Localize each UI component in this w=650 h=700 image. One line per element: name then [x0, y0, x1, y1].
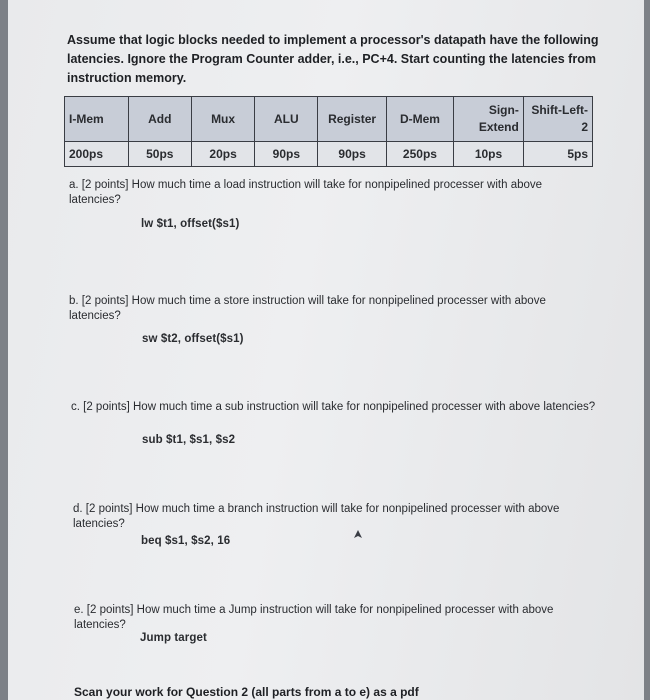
latency-table — [64, 96, 593, 167]
question-d-text: d. [2 points] How much time a branch instruction will take for nonpipelined processer with above latencies? — [73, 503, 560, 530]
question-a-text: a. [2 points] How much time a load instruction will take for nonpipelined processer with above latencies? — [69, 179, 543, 206]
question-b-text: b. [2 points] How much time a store instruction will take for nonpipelined processer with above latencies? — [69, 295, 546, 322]
value-d-mem: 250ps — [386, 142, 453, 167]
worksheet-page — [8, 0, 644, 700]
header-shift-left-2: Shift-Left-2 — [523, 97, 592, 142]
header-mux: Mux — [191, 97, 254, 142]
header-d-mem: D-Mem — [386, 97, 453, 142]
intro-text: Assume that logic blocks needed to implement a processor's datapath have the following latencies. Ignore the Program Counter adder, i.e., PC+4. Start counting the latencies from instruction memory. — [67, 33, 599, 85]
value-shift-left-2: 5ps — [523, 142, 592, 167]
header-register: Register — [318, 97, 386, 142]
header-i-mem: I-Mem — [65, 97, 129, 142]
question-e-text: e. [2 points] How much time a Jump instruction will take for nonpipelined processer with above latencies? — [74, 604, 554, 631]
value-mux: 20ps — [191, 142, 254, 167]
mouse-pointer-icon — [353, 530, 363, 540]
question-d-instruction: beq $s1, $s2, 16 — [141, 535, 231, 547]
header-alu: ALU — [255, 97, 318, 142]
value-register: 90ps — [318, 142, 386, 167]
footer-instruction: Scan your work for Question 2 (all parts from a to e) as a pdf — [74, 685, 419, 699]
question-b-instruction: sw $t2, offset($s1) — [142, 333, 244, 345]
question-c-text: c. [2 points] How much time a sub instruction will take for nonpipelined processer with above latencies? — [71, 401, 596, 413]
question-c-instruction: sub $t1, $s1, $s2 — [142, 434, 236, 446]
header-add: Add — [128, 97, 191, 142]
latency-value-row — [65, 142, 593, 167]
header-sign-extend: Sign-Extend — [454, 97, 524, 142]
question-a-instruction: lw $t1, offset($s1) — [141, 218, 240, 230]
value-alu: 90ps — [255, 142, 318, 167]
value-add: 50ps — [128, 142, 191, 167]
value-sign-extend: 10ps — [454, 142, 524, 167]
question-e-instruction: Jump target — [140, 632, 207, 644]
latency-header-row — [65, 97, 593, 142]
value-i-mem: 200ps — [65, 142, 129, 167]
